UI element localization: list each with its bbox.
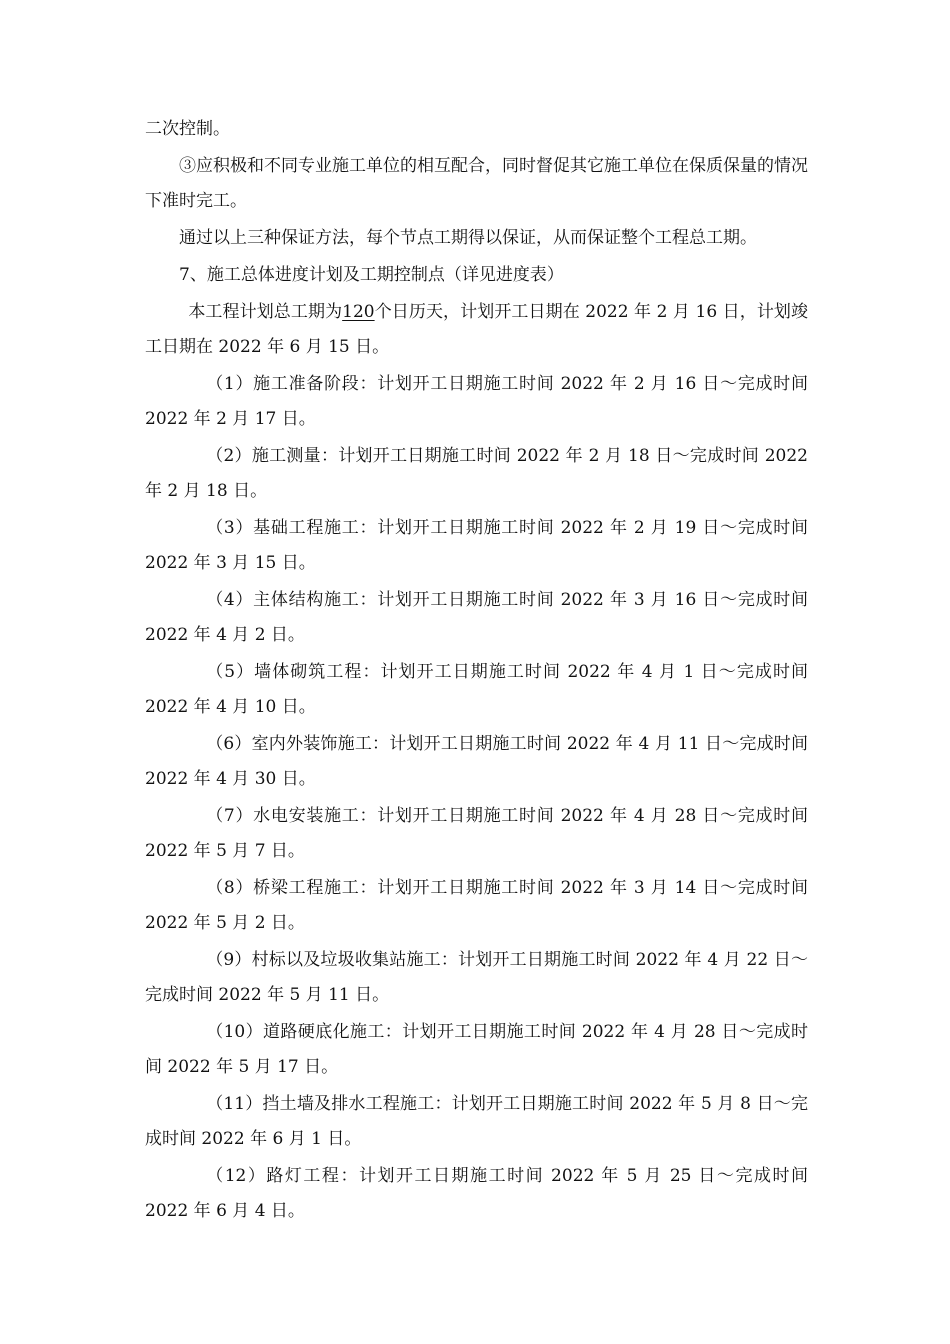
schedule-item: （8）桥梁工程施工：计划开工日期施工时间 2022 年 3 月 14 日～完成时间 2022 年 5 月 2 日。 [145, 878, 808, 933]
paragraph-coordination: ③应积极和不同专业施工单位的相互配合，同时督促其它施工单位在保质保量的情况下准时完工。 [145, 156, 808, 211]
section-heading-schedule: 7、施工总体进度计划及工期控制点（详见进度表） [179, 265, 564, 285]
paragraph-guarantee-methods: 通过以上三种保证方法，每个节点工期得以保证，从而保证整个工程总工期。 [179, 228, 757, 248]
schedule-item: （9）村标以及垃圾收集站施工：计划开工日期施工时间 2022 年 4 月 22 日～完成时间 2022 年 5 月 11 日。 [145, 950, 808, 1005]
schedule-item: （11）挡土墙及排水工程施工：计划开工日期施工时间 2022 年 5 月 8 日～完成时间 2022 年 6 月 1 日。 [145, 1094, 808, 1149]
document-page [145, 112, 808, 1229]
schedule-item: （3）基础工程施工：计划开工日期施工时间 2022 年 2 月 19 日～完成时间 2022 年 3 月 15 日。 [145, 518, 808, 573]
schedule-item: （7）水电安装施工：计划开工日期施工时间 2022 年 4 月 28 日～完成时间 2022 年 5 月 7 日。 [145, 806, 808, 861]
schedule-item: （1）施工准备阶段：计划开工日期施工时间 2022 年 2 月 16 日～完成时间 2022 年 2 月 17 日。 [145, 374, 808, 429]
schedule-item: （6）室内外装饰施工：计划开工日期施工时间 2022 年 4 月 11 日～完成时间 2022 年 4 月 30 日。 [145, 734, 808, 789]
summary-suffix: 个日历天，计划开工日期在 2022 年 2 月 16 日，计划竣工日期在 2022 年 6 月 15 日。 [145, 302, 808, 357]
paragraph-secondary-control: 二次控制。 [145, 119, 230, 139]
paragraph-schedule-summary [145, 295, 808, 365]
total-days-value: 120 [342, 302, 375, 322]
summary-prefix: 本工程计划总工期为 [188, 302, 343, 322]
schedule-item: （2）施工测量：计划开工日期施工时间 2022 年 2 月 18 日～完成时间 2022 年 2 月 18 日。 [145, 446, 808, 501]
schedule-item: （5）墙体砌筑工程：计划开工日期施工时间 2022 年 4 月 1 日～完成时间 2022 年 4 月 10 日。 [145, 662, 808, 717]
schedule-item: （10）道路硬底化施工：计划开工日期施工时间 2022 年 4 月 28 日～完成时间 2022 年 5 月 17 日。 [145, 1022, 808, 1077]
schedule-item: （12）路灯工程：计划开工日期施工时间 2022 年 5 月 25 日～完成时间 2022 年 6 月 4 日。 [145, 1166, 808, 1221]
schedule-item: （4）主体结构施工：计划开工日期施工时间 2022 年 3 月 16 日～完成时间 2022 年 4 月 2 日。 [145, 590, 808, 645]
